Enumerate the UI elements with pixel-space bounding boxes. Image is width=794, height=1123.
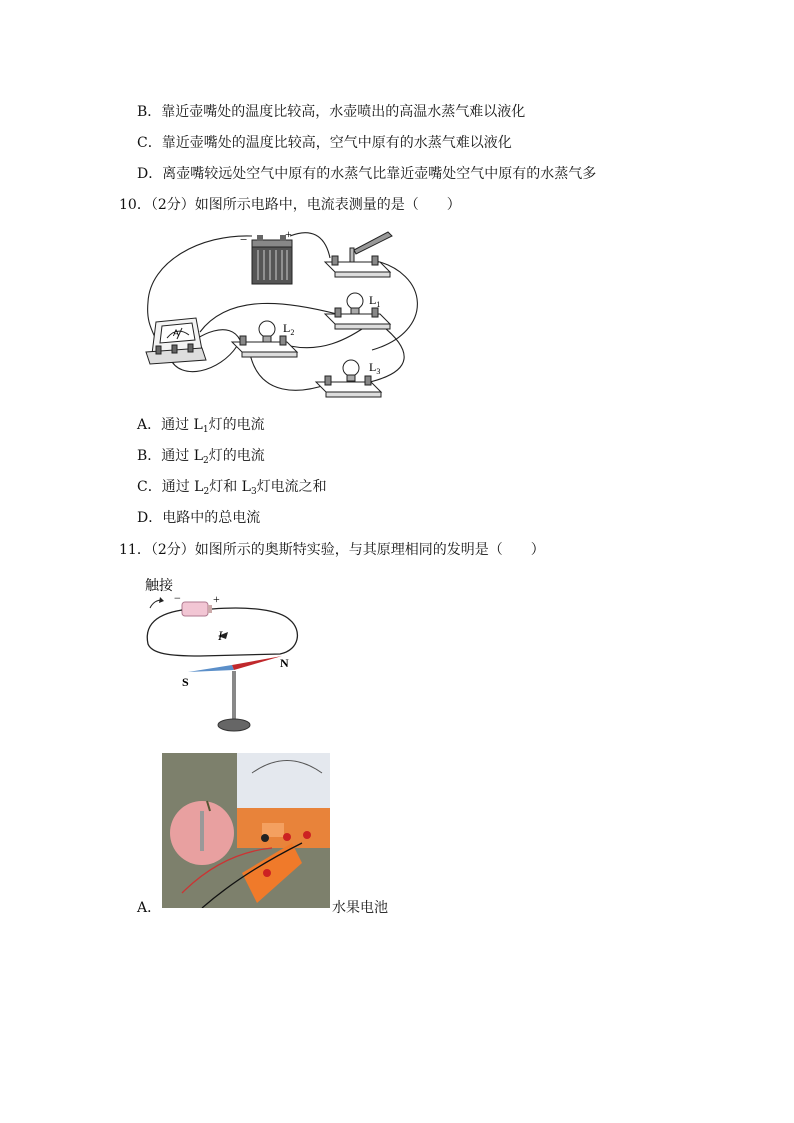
- lamp-l3-label: L: [369, 360, 377, 374]
- north-label: N: [280, 656, 289, 670]
- lamp-l1-label: L: [369, 293, 377, 307]
- wire-plus-sign: +: [213, 592, 220, 606]
- lamp-l3-subscript: 3: [376, 367, 381, 376]
- ammeter: [146, 318, 206, 364]
- q11-option-a-letter: A．: [137, 900, 162, 916]
- q10-option-b: B．通过 $L_2$灯的电流: [137, 448, 265, 466]
- oersted-experiment-figure: [140, 570, 310, 740]
- touch-arrow-head: [159, 597, 164, 603]
- touch-label: 触接: [145, 578, 173, 594]
- q9-option-c: C．靠近壶嘴处的温度比较高，空气中原有的水蒸气难以液化: [137, 135, 512, 151]
- wire-minus-sign: −: [174, 591, 181, 605]
- fruit-battery-photo: [162, 753, 330, 908]
- battery-minus-sign: −: [240, 232, 248, 247]
- svg-text:L1: [369, 293, 380, 309]
- q10-option-a: A．通过 $L_1$灯的电流: [137, 417, 265, 435]
- knife-switch: [325, 232, 392, 277]
- needle-stand-base: [218, 719, 250, 731]
- wire-battery-to-switch: [290, 233, 330, 258]
- current-label: I: [218, 628, 223, 643]
- q9-option-b: B．靠近壶嘴处的温度比较高，水壶喷出的高温水蒸气难以液化: [137, 104, 526, 120]
- south-label: S: [182, 675, 189, 689]
- battery: [252, 235, 292, 284]
- q10-circuit-diagram: [140, 222, 430, 407]
- svg-text:L2: [283, 321, 294, 337]
- q10-option-d: D．电路中的总电流: [137, 510, 261, 526]
- lamp-l2-label: L: [283, 321, 291, 335]
- q11-stem: 11．（2分）如图所示的奥斯特实验，与其原理相同的发明是（ ）: [119, 542, 545, 558]
- lamp-l1: [325, 293, 390, 329]
- ammeter-letter: A: [173, 328, 180, 338]
- battery-plus-sign: +: [285, 227, 292, 241]
- svg-text:L3: [369, 360, 380, 376]
- lamp-l2-subscript: 2: [290, 328, 295, 337]
- q11-option-a-text: 水果电池: [332, 900, 388, 916]
- lamp-l1-subscript: 1: [376, 300, 381, 309]
- needle-north-half: [232, 656, 282, 670]
- needle-stand-rod: [232, 671, 236, 721]
- needle-south-half: [188, 665, 234, 672]
- wire-l2-to-l3: [250, 354, 328, 390]
- q9-option-d: D．离壶嘴较远处空气中原有的水蒸气比靠近壶嘴处空气中原有的水蒸气多: [137, 166, 597, 182]
- q10-stem: 10．（2分）如图所示电路中，电流表测量的是（ ）: [119, 197, 461, 213]
- dry-cell: [182, 602, 212, 616]
- q10-option-c: C．通过 $L_2$灯和 $L_3$灯电流之和: [137, 479, 327, 497]
- fruit-battery-illustration: [162, 753, 330, 908]
